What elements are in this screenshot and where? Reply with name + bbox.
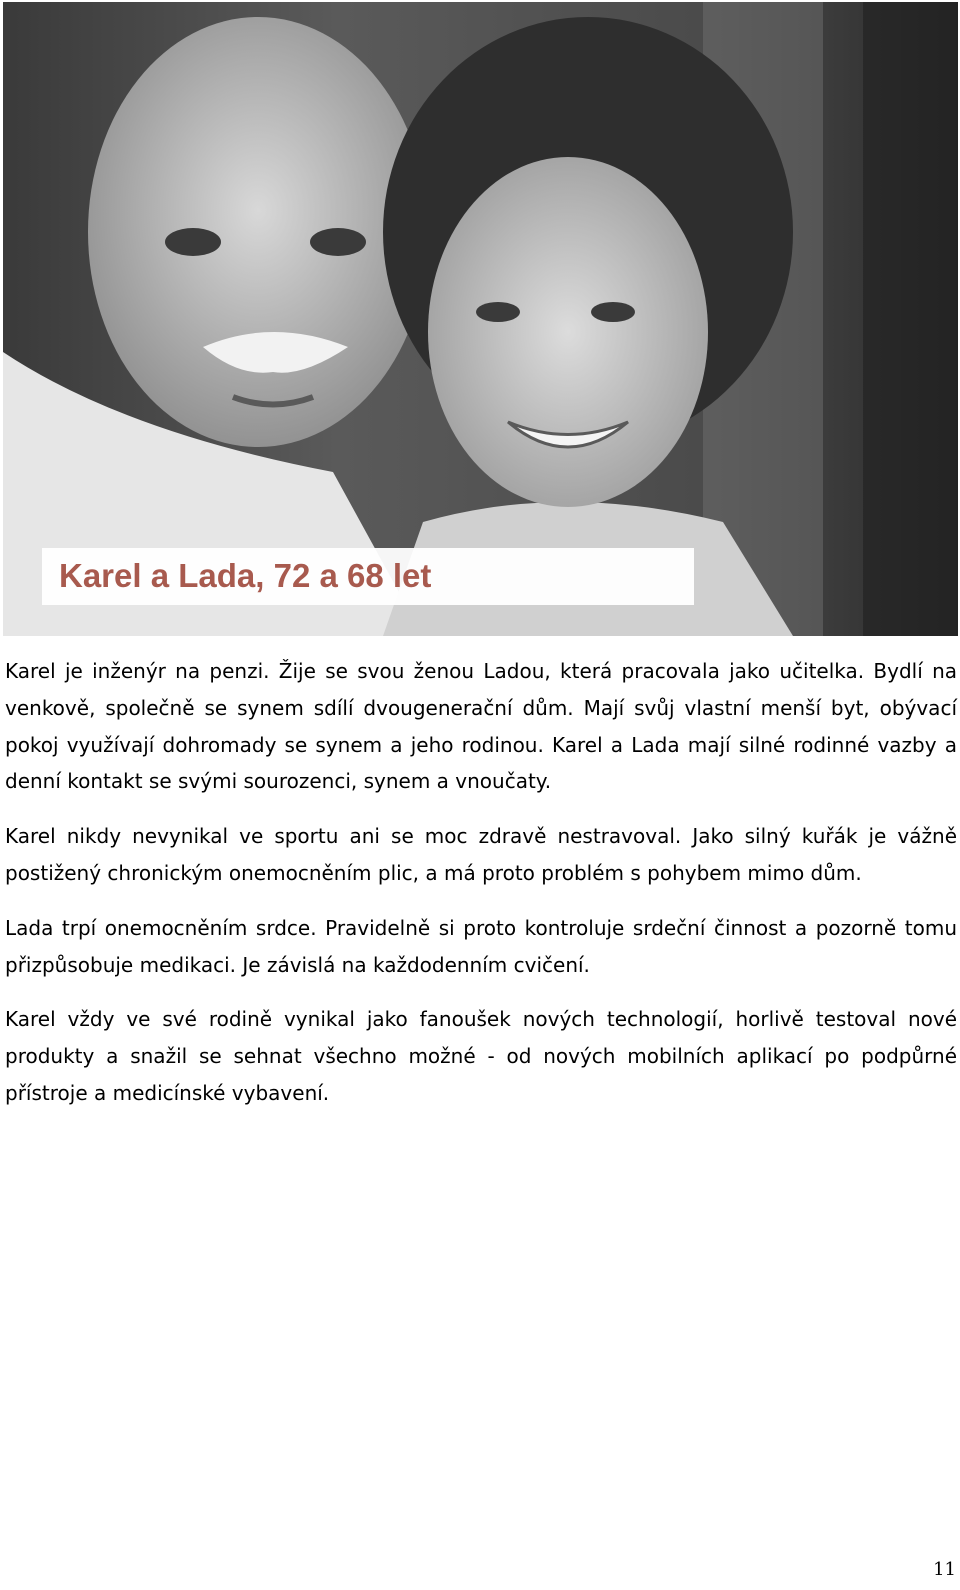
couple-portrait-photo bbox=[3, 2, 958, 636]
paragraph-intro: Karel je inženýr na penzi. Žije se svou ženou Ladou, která pracovala jako učitelka. Bydlí na venkově, společně se synem sdílí dvougenerační dům. Mají svůj vlastní menší byt, obývací pokoj využívají dohromady se synem a jeho rodinou. Karel a Lada mají silné rodinné vazby a denní kontakt se svými sourozenci, synem a vnoučaty. bbox=[5, 659, 957, 794]
paragraph-lada-health: Lada trpí onemocněním srdce. Pravidelně si proto kontroluje srdeční činnost a pozorně tomu přizpůsobuje medikaci. Je závislá na každodenním cvičení. bbox=[5, 915, 957, 977]
caption-box bbox=[42, 548, 694, 605]
page-number: 11 bbox=[933, 1559, 956, 1580]
portrait-photo-icon bbox=[3, 2, 958, 636]
body-text bbox=[5, 653, 957, 1130]
paragraph-technology: Karel vždy ve své rodině vynikal jako fanoušek nových technologií, horlivě testoval nové produkty a snažil se sehnat všechno možné - od nových mobilních aplikací po podpůrné přístroje a medicínské vybavení. bbox=[5, 1007, 957, 1105]
caption-title: Karel a Lada, 72 a 68 let bbox=[59, 557, 432, 594]
paragraph-karel-health: Karel nikdy nevynikal ve sportu ani se moc zdravě nestravoval. Jako silný kuřák je vážně postižený chronickým onemocněním plic, a má proto problém s pohybem mimo dům. bbox=[5, 824, 957, 885]
